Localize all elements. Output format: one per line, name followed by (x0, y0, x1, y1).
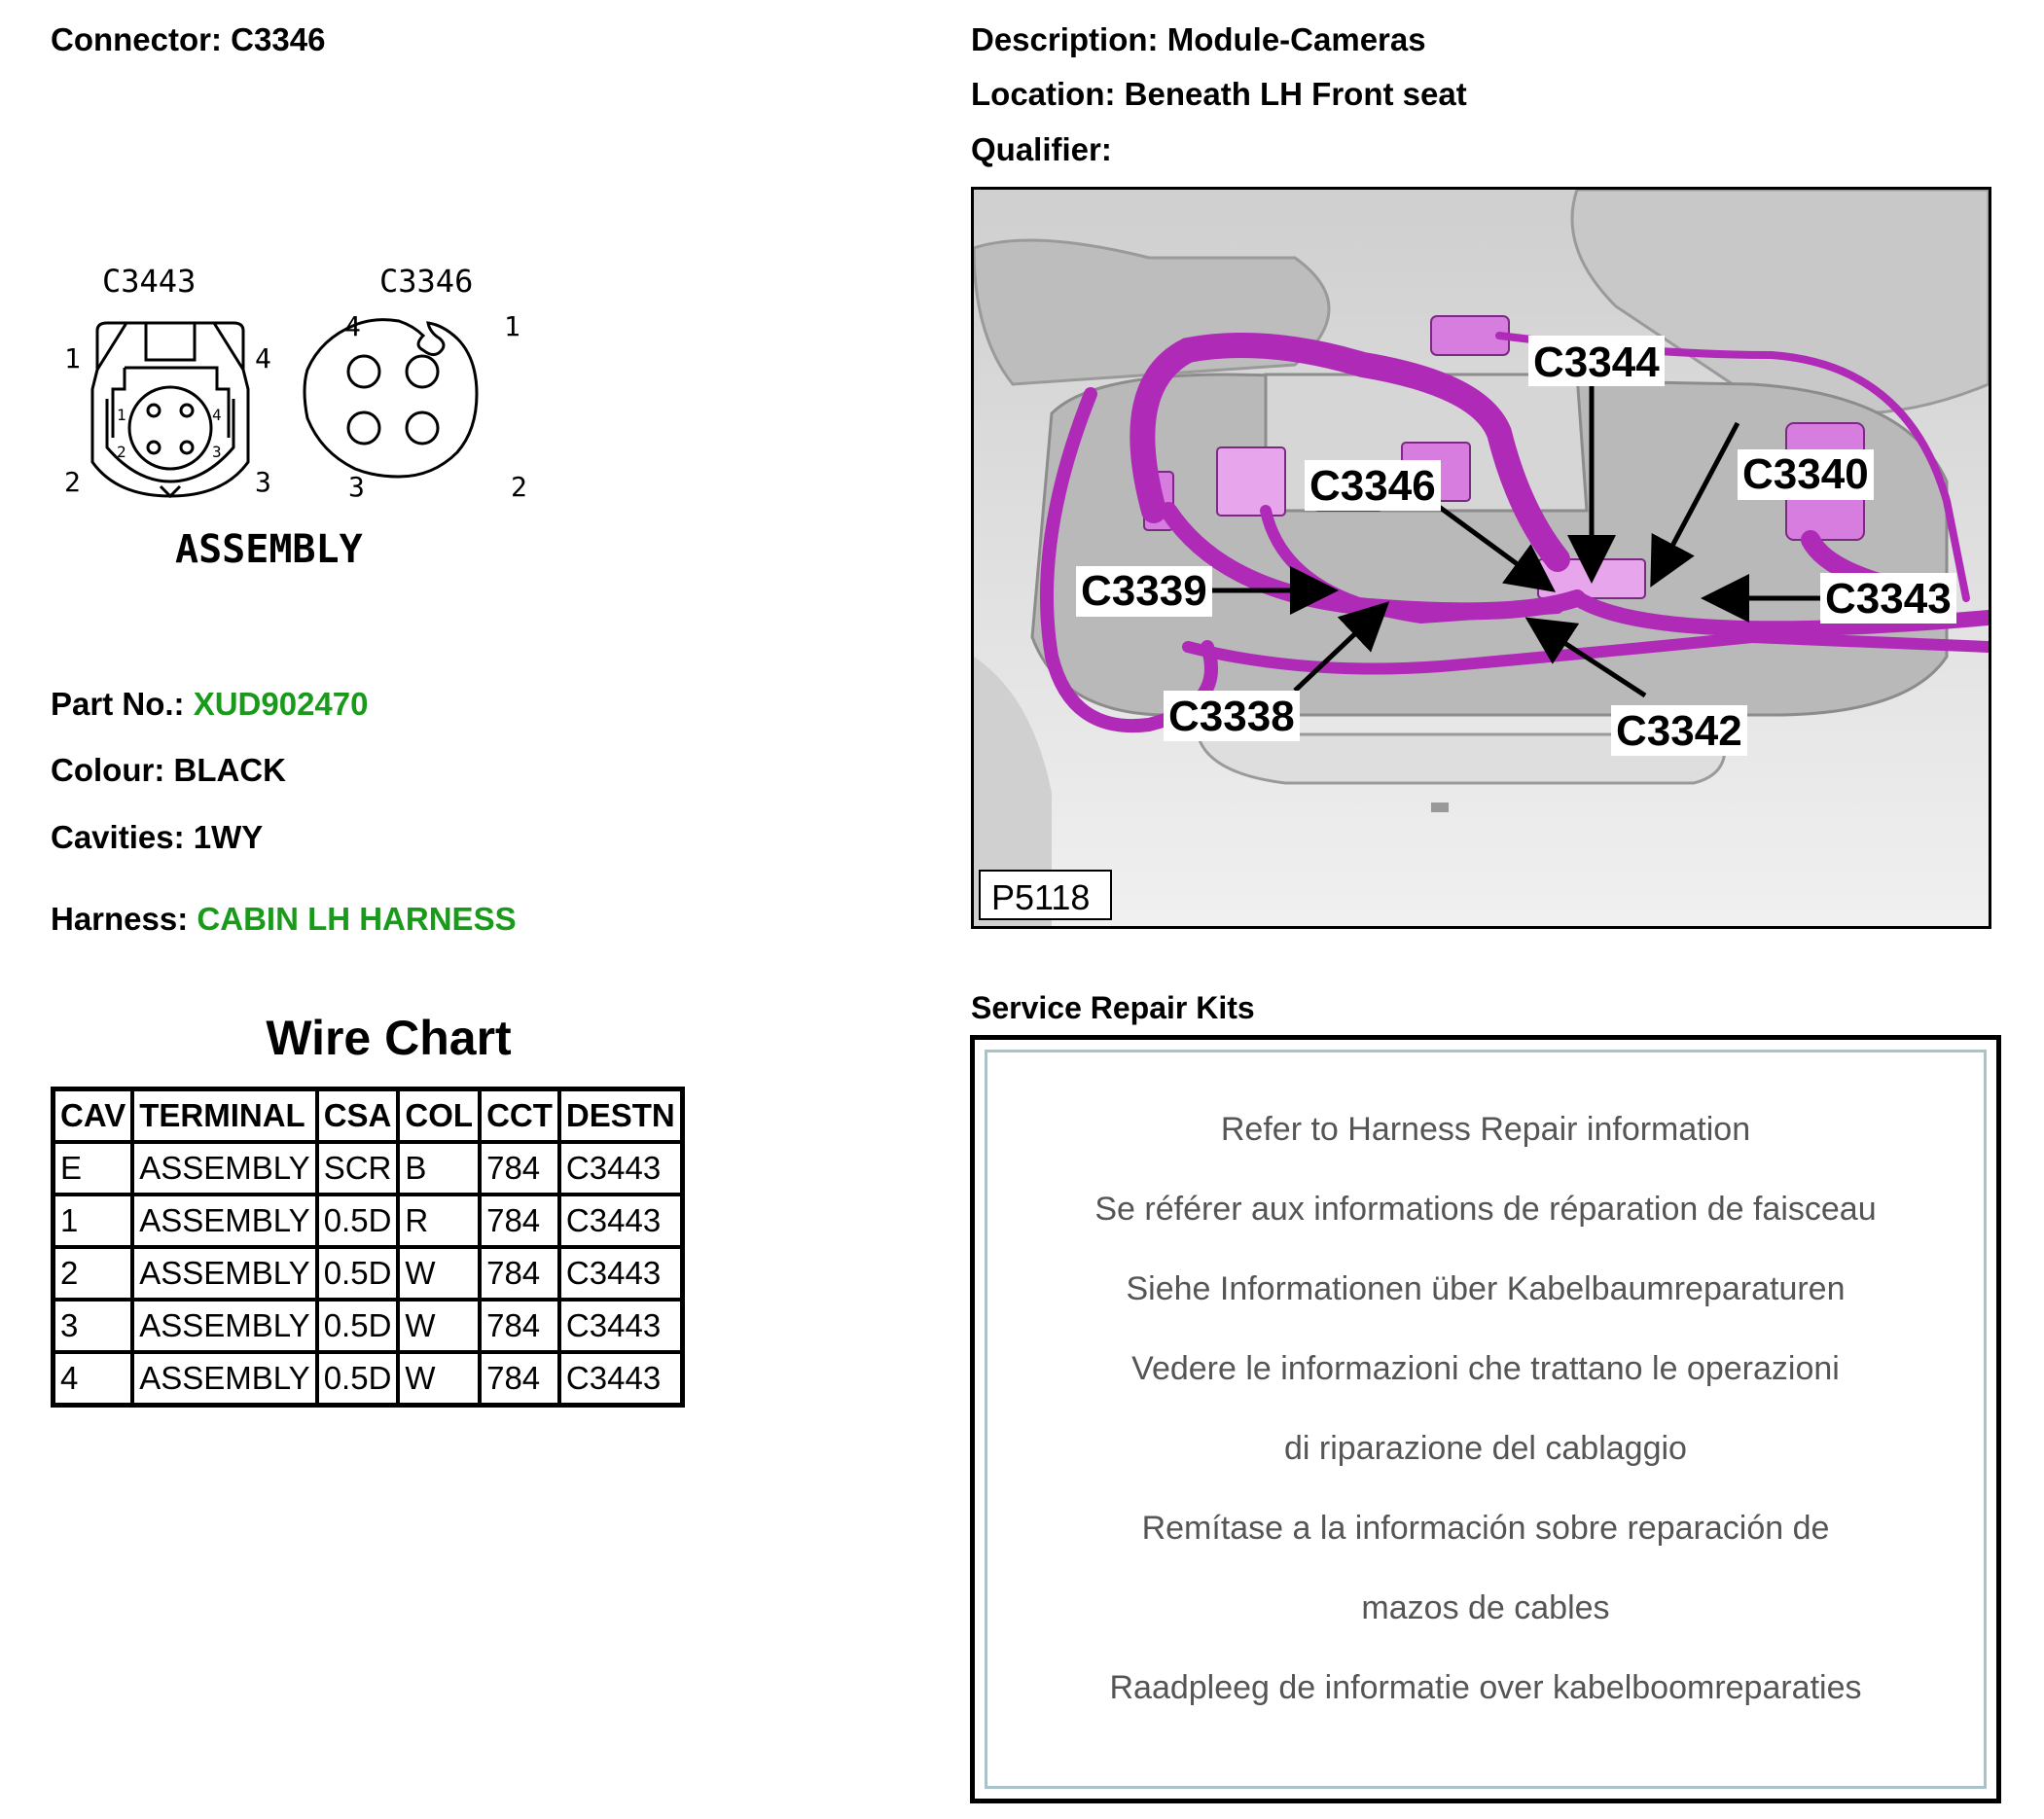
description-value: Module-Cameras (1166, 21, 1426, 57)
harness-value: CABIN LH HARNESS (197, 901, 517, 937)
pinout-caption: ASSEMBLY (175, 527, 363, 572)
harness-field (51, 901, 517, 938)
photo-ref-label: P5118 (991, 877, 1091, 917)
part-number-field (51, 686, 368, 723)
repair-kits-title: Service Repair Kits (971, 990, 1255, 1025)
callout-c3340: C3340 (1742, 450, 1869, 498)
repair-kit-line: di riparazione del cablaggio (1284, 1430, 1687, 1467)
cell-cct: 784 (480, 1195, 559, 1247)
description-field (971, 21, 1426, 58)
repair-kit-line: Refer to Harness Repair information (1220, 1111, 1751, 1148)
wire-chart-header-row (54, 1089, 683, 1143)
wire-chart-title: Wire Chart (266, 1011, 512, 1065)
connector-value: C3346 (231, 21, 326, 57)
harness-label: Harness: (51, 901, 189, 937)
cell-destn: C3443 (559, 1142, 682, 1195)
cell-csa: SCR (317, 1142, 399, 1195)
cell-terminal: ASSEMBLY (132, 1195, 316, 1247)
c3443-pin-2: 2 (64, 466, 81, 498)
c3443-inner-pin-2: 2 (117, 443, 126, 461)
c3443-pin-1: 1 (64, 342, 81, 374)
c3346-pin-4: 4 (344, 310, 361, 342)
cell-cct: 784 (480, 1300, 559, 1352)
cell-terminal: ASSEMBLY (132, 1352, 316, 1406)
part-value: XUD902470 (193, 686, 369, 722)
cell-cct: 784 (480, 1142, 559, 1195)
cell-terminal: ASSEMBLY (132, 1142, 316, 1195)
location-photo-illustration (974, 190, 1989, 926)
cavities-field (51, 819, 263, 856)
cavities-label: Cavities: (51, 819, 185, 855)
cell-col: B (398, 1142, 480, 1195)
cavities-value: 1WY (193, 819, 264, 855)
table-row (54, 1352, 683, 1406)
cell-destn: C3443 (559, 1247, 682, 1300)
cell-col: R (398, 1195, 480, 1247)
cell-cav: 1 (54, 1195, 133, 1247)
cell-col: W (398, 1247, 480, 1300)
location-value: Beneath LH Front seat (1124, 76, 1467, 112)
c3346-pin-1: 1 (504, 310, 520, 342)
location-label: Location: (971, 76, 1116, 112)
c3346-pin-2: 2 (511, 471, 527, 503)
cell-terminal: ASSEMBLY (132, 1247, 316, 1300)
cell-cav: 2 (54, 1247, 133, 1300)
col-header-cav: CAV (54, 1089, 133, 1143)
col-header-destn: DESTN (559, 1089, 682, 1143)
connector-pinout-diagram (39, 253, 584, 584)
callout-c3343: C3343 (1825, 575, 1952, 623)
c3443-inner-pin-4: 4 (212, 406, 222, 424)
colour-field (51, 752, 286, 789)
callout-c3338: C3338 (1168, 693, 1295, 740)
c3443-pin-3: 3 (255, 466, 271, 498)
colour-label: Colour: (51, 752, 165, 788)
callout-c3342: C3342 (1616, 707, 1742, 755)
qualifier-label: Qualifier: (971, 131, 1112, 167)
location-photo (971, 187, 1991, 929)
repair-kit-line: Siehe Informationen über Kabelbaumreparaturen (1126, 1270, 1846, 1307)
repair-kit-line: Remítase a la información sobre reparación de (1141, 1510, 1830, 1547)
cell-cct: 784 (480, 1352, 559, 1406)
cell-destn: C3443 (559, 1300, 682, 1352)
c3346-pin-3: 3 (348, 471, 365, 503)
table-row (54, 1142, 683, 1195)
colour-value: BLACK (173, 752, 286, 788)
table-row (54, 1247, 683, 1300)
col-header-cct: CCT (480, 1089, 559, 1143)
repair-kits-box (970, 1035, 2001, 1803)
cell-cav: 4 (54, 1352, 133, 1406)
repair-kit-line: Se référer aux informations de réparation de faisceau (1094, 1191, 1877, 1228)
description-label: Description: (971, 21, 1159, 57)
cell-cav: 3 (54, 1300, 133, 1352)
cell-cct: 784 (480, 1247, 559, 1300)
table-row (54, 1195, 683, 1247)
cell-csa: 0.5D (317, 1247, 399, 1300)
c3346-name: C3346 (379, 263, 474, 300)
c3443-inner-pin-1: 1 (117, 406, 126, 424)
col-header-terminal: TERMINAL (132, 1089, 316, 1143)
qualifier-field (971, 131, 1112, 168)
col-header-csa: CSA (317, 1089, 399, 1143)
repair-kit-line: Vedere le informazioni che trattano le operazioni (1131, 1350, 1840, 1387)
cell-csa: 0.5D (317, 1352, 399, 1406)
location-field (971, 76, 1467, 113)
cell-col: W (398, 1352, 480, 1406)
repair-kits-inner-border (985, 1050, 1987, 1789)
c3443-face (92, 323, 248, 496)
cell-destn: C3443 (559, 1352, 682, 1406)
callout-c3346: C3346 (1309, 462, 1436, 510)
c3443-inner-pin-3: 3 (212, 443, 222, 461)
callout-c3339: C3339 (1081, 567, 1207, 615)
part-label: Part No.: (51, 686, 185, 722)
connector-label: Connector: (51, 21, 222, 57)
col-header-col: COL (398, 1089, 480, 1143)
cell-col: W (398, 1300, 480, 1352)
cell-terminal: ASSEMBLY (132, 1300, 316, 1352)
repair-kit-line: Raadpleeg de informatie over kabelboomreparaties (1109, 1669, 1862, 1706)
cell-csa: 0.5D (317, 1300, 399, 1352)
c3346-face (305, 320, 477, 477)
c3443-pin-4: 4 (255, 342, 271, 374)
c3443-name: C3443 (102, 263, 197, 300)
cell-csa: 0.5D (317, 1195, 399, 1247)
table-row (54, 1300, 683, 1352)
connector-field (51, 21, 325, 58)
cell-destn: C3443 (559, 1195, 682, 1247)
cell-cav: E (54, 1142, 133, 1195)
repair-kit-line: mazos de cables (1361, 1589, 1610, 1626)
callout-c3344: C3344 (1533, 339, 1660, 386)
wire-chart-table (51, 1087, 685, 1408)
